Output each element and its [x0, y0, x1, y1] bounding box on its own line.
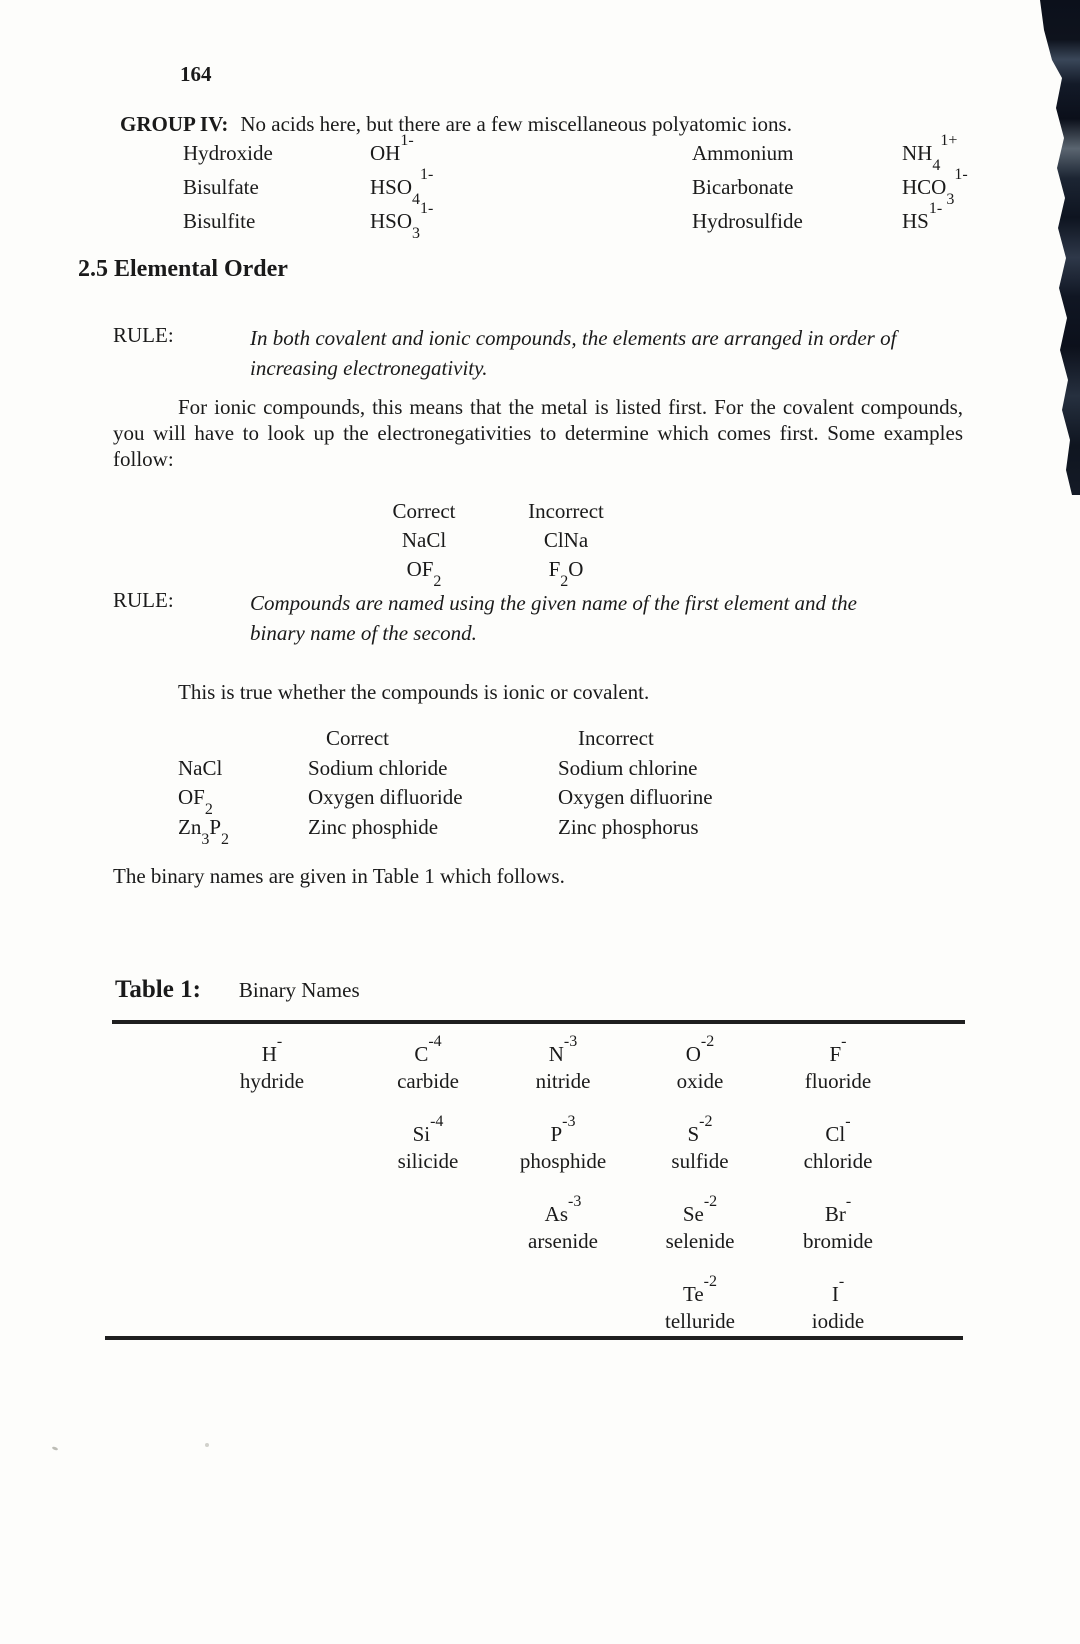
formula-superscript: 1- [954, 166, 968, 183]
rule-label: RULE: [113, 588, 174, 612]
charge-superscript: -3 [562, 1113, 576, 1130]
element-symbol: F [829, 1042, 842, 1066]
ion-name: Hydrosulfide [692, 209, 803, 233]
anion-cell [488, 1033, 638, 1120]
formula-base: Zn [178, 814, 202, 839]
formula-base: F [548, 557, 561, 581]
anion-cell [353, 1033, 503, 1120]
element-symbol: O [685, 1042, 701, 1066]
anion-name: nitride [535, 1069, 591, 1093]
anion-symbol [353, 1033, 503, 1068]
table1-column-1 [197, 1033, 347, 1120]
charge-superscript: -3 [563, 1033, 578, 1050]
ion-formula [370, 200, 692, 243]
charge-superscript: -4 [430, 1113, 444, 1130]
anion-name: telluride [665, 1309, 735, 1333]
anion-cell [197, 1033, 347, 1120]
anion-cell [488, 1193, 638, 1280]
charge-superscript: - [845, 1193, 852, 1210]
formula-subscript: 3 [412, 225, 421, 243]
charge-superscript: - [276, 1033, 283, 1050]
formula-correct [354, 526, 494, 555]
ion-formula [902, 166, 1022, 209]
element-symbol: H [261, 1042, 277, 1066]
element-symbol: S [687, 1122, 700, 1146]
scan-speck [52, 1446, 59, 1451]
anion-symbol [763, 1273, 913, 1308]
anion-cell [488, 1113, 638, 1200]
table-reference-note: The binary names are given in Table 1 which follows. [113, 864, 565, 888]
empty-cell [178, 726, 308, 756]
anion-cell [625, 1113, 775, 1200]
anion-cell [763, 1273, 913, 1360]
group-iv-intro: No acids here, but there are a few miscellaneous polyatomic ions. [240, 112, 792, 136]
formula-subscript: 3 [946, 191, 955, 209]
formula-superscript: 1- [928, 200, 943, 217]
table1-column-3 [488, 1033, 638, 1280]
anion-name: iodide [811, 1309, 865, 1333]
formula-subscript: 2 [204, 801, 213, 819]
element-symbol: Si [412, 1122, 431, 1146]
correct-name: Zinc phosphide [308, 814, 439, 839]
charge-superscript: -2 [699, 1113, 713, 1130]
table1-heading [115, 976, 360, 1004]
formula-superscript: 1+ [940, 132, 958, 149]
ion-name: Bicarbonate [692, 175, 794, 199]
rule-block-2 [113, 588, 912, 648]
anion-symbol [625, 1193, 775, 1228]
formula-correct [354, 555, 494, 591]
anion-name: silicide [397, 1149, 459, 1173]
anion-cell [763, 1033, 913, 1120]
anion-symbol [488, 1193, 638, 1228]
ion-name: Hydroxide [183, 141, 273, 165]
incorrect-name: Oxygen difluorine [558, 785, 713, 809]
table1-title: Binary Names [238, 978, 360, 1002]
formula-subscript: 2 [221, 830, 230, 848]
column-header: Correct [326, 726, 389, 750]
anion-name: bromide [803, 1229, 873, 1253]
charge-superscript: -4 [428, 1033, 442, 1050]
anion-name: hydride [239, 1069, 305, 1093]
formula-base: NaCl [178, 755, 223, 780]
formula-base: HSO [370, 209, 413, 233]
ion-name: Bisulfate [183, 175, 259, 199]
charge-superscript: - [841, 1033, 847, 1050]
anion-cell [763, 1113, 913, 1200]
page-number: 164 [180, 62, 212, 86]
anion-cell [625, 1273, 775, 1360]
anion-cell [763, 1193, 913, 1280]
table1-label: Table 1: [115, 976, 201, 1003]
incorrect-column [496, 497, 636, 591]
group-iv-line [120, 112, 792, 137]
incorrect-name: Zinc phosphorus [558, 814, 699, 839]
examples-naming-table [178, 726, 828, 848]
formula-base: HS [902, 209, 929, 233]
table1-column-2 [353, 1033, 503, 1200]
anion-symbol [625, 1033, 775, 1068]
ion-formula [370, 166, 692, 209]
rule-label: RULE: [113, 323, 174, 347]
rule-text: Compounds are named using the given name of the first element and the binary name of the second. [250, 591, 857, 645]
formula-subscript: 4 [412, 191, 421, 209]
element-symbol: N [548, 1042, 564, 1066]
anion-symbol [353, 1113, 503, 1148]
rule-text: In both covalent and ionic compounds, the elements are arranged in order of increasing electronegativity. [250, 326, 897, 380]
anion-cell [625, 1193, 775, 1280]
element-symbol: Se [682, 1202, 704, 1226]
formula-base: HCO [902, 175, 947, 199]
examples-formula-table [354, 497, 636, 591]
anion-cell [625, 1033, 775, 1120]
formula-superscript: 1- [420, 166, 434, 183]
anion-name: arsenide [528, 1229, 598, 1253]
element-symbol: C [414, 1042, 429, 1066]
ion-formula [370, 132, 692, 175]
formula-superscript: 1- [400, 132, 414, 149]
formula-base: NaCl [401, 528, 447, 552]
element-symbol: Br [824, 1202, 846, 1226]
compound-formula [178, 785, 308, 819]
scan-edge-artifact [1040, 0, 1080, 495]
polyatomic-ion-list [183, 132, 1022, 243]
incorrect-name: Sodium chlorine [558, 755, 698, 780]
ion-formula [902, 200, 1022, 243]
compound-formula [178, 756, 308, 786]
anion-name: fluoride [804, 1069, 872, 1093]
formula-tail: O [568, 557, 584, 581]
element-symbol: As [544, 1202, 568, 1226]
scan-speck [205, 1443, 209, 1447]
correct-column [354, 497, 494, 591]
element-symbol: I [831, 1282, 839, 1306]
column-header: Incorrect [528, 499, 604, 523]
note-line: This is true whether the compounds is ionic or covalent. [178, 680, 650, 704]
anion-name: carbide [397, 1069, 459, 1093]
ion-name: Bisulfite [183, 209, 256, 233]
body-paragraph: For ionic compounds, this means that the metal is listed first. For the covalent compounds, you will have to look up the electronegativities to determine which comes first. Some examples follow: [113, 395, 963, 471]
charge-superscript: -2 [703, 1193, 718, 1210]
anion-symbol [625, 1113, 775, 1148]
formula-base: OF [178, 785, 205, 809]
charge-superscript: -3 [568, 1193, 582, 1210]
section-heading: 2.5 Elemental Order [78, 256, 288, 282]
formula-base: ClNa [543, 528, 589, 552]
formula-superscript: 1- [420, 200, 434, 217]
formula-incorrect [496, 526, 636, 555]
formula-base: OH [370, 141, 401, 165]
formula-base: OF [406, 557, 434, 581]
formula-base: P [209, 814, 222, 839]
anion-symbol [763, 1113, 913, 1148]
anion-symbol [763, 1033, 913, 1068]
table1-top-rule [112, 1020, 965, 1024]
correct-name: Sodium chloride [308, 755, 448, 780]
formula-subscript: 2 [560, 573, 569, 591]
ion-name: Ammonium [692, 141, 794, 165]
anion-symbol [197, 1033, 347, 1068]
anion-cell [353, 1113, 503, 1200]
table1-column-5 [763, 1033, 913, 1360]
column-header: Incorrect [578, 726, 654, 750]
anion-symbol [488, 1113, 638, 1148]
formula-incorrect [496, 555, 636, 591]
element-symbol: P [550, 1122, 563, 1146]
charge-superscript: -2 [700, 1033, 715, 1050]
element-symbol: Cl [825, 1122, 846, 1146]
anion-name: chloride [803, 1149, 873, 1173]
anion-name: sulfide [671, 1149, 729, 1173]
group-iv-label: GROUP IV: [120, 112, 229, 136]
formula-subscript: 2 [433, 573, 442, 591]
element-symbol: Te [682, 1282, 704, 1306]
charge-superscript: -2 [703, 1273, 717, 1290]
charge-superscript: - [838, 1273, 845, 1290]
anion-symbol [488, 1033, 638, 1068]
compound-formula [178, 814, 308, 848]
formula-subscript: 4 [932, 157, 941, 175]
formula-base: NH [902, 141, 933, 165]
anion-name: phosphide [519, 1149, 607, 1173]
rule-block-1 [113, 323, 918, 383]
correct-name: Oxygen difluoride [308, 785, 463, 809]
formula-base: HSO [370, 175, 413, 199]
anion-name: selenide [665, 1229, 735, 1253]
column-header: Correct [392, 499, 456, 523]
anion-symbol [763, 1193, 913, 1228]
table1-bottom-rule [105, 1336, 963, 1340]
formula-subscript: 3 [201, 830, 210, 848]
anion-name: oxide [676, 1069, 724, 1093]
anion-symbol [625, 1273, 775, 1308]
table1-column-4 [625, 1033, 775, 1360]
charge-superscript: - [845, 1113, 851, 1130]
